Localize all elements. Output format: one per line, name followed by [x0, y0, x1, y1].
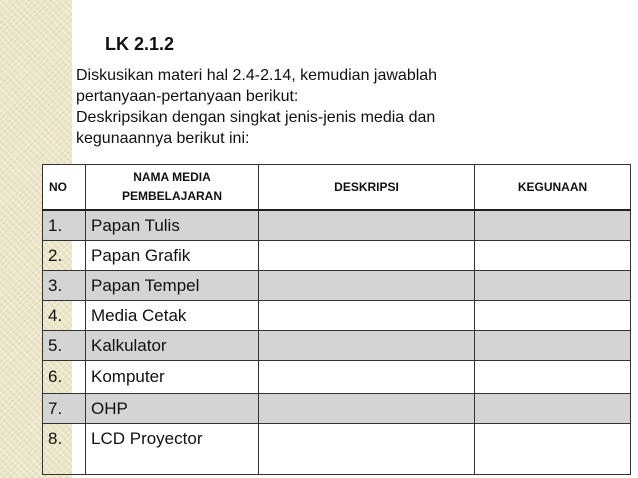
- row-kegunaan[interactable]: [475, 331, 631, 361]
- row-no: 4.: [43, 301, 86, 331]
- row-no: 7.: [43, 394, 86, 424]
- row-no: 5.: [43, 331, 86, 361]
- instruction-line: Diskusikan materi hal 2.4-2.14, kemudian jawablah: [76, 67, 438, 84]
- row-nama: Papan Grafik: [86, 241, 259, 271]
- header-nama-media: [86, 165, 259, 211]
- row-kegunaan[interactable]: [475, 394, 631, 424]
- row-kegunaan[interactable]: [475, 424, 631, 475]
- row-nama: LCD Proyector: [86, 424, 259, 475]
- table-row: [43, 210, 631, 241]
- row-nama: OHP: [86, 394, 259, 424]
- row-deskripsi[interactable]: [259, 271, 475, 301]
- media-table: [42, 164, 631, 475]
- table-row: [43, 241, 631, 271]
- table-header-row: [43, 165, 631, 211]
- slide-title: LK 2.1.2: [105, 34, 175, 54]
- row-kegunaan[interactable]: [475, 301, 631, 331]
- row-deskripsi[interactable]: [259, 424, 475, 475]
- instruction-line: kegunaannya berikut ini:: [76, 130, 250, 147]
- header-nama-line1: NAMA MEDIA: [133, 170, 211, 184]
- row-no: 1.: [43, 210, 86, 241]
- row-deskripsi[interactable]: [259, 301, 475, 331]
- row-deskripsi[interactable]: [259, 394, 475, 424]
- row-nama: Papan Tempel: [86, 271, 259, 301]
- row-deskripsi[interactable]: [259, 331, 475, 361]
- table-row: [43, 331, 631, 361]
- row-kegunaan[interactable]: [475, 241, 631, 271]
- row-kegunaan[interactable]: [475, 210, 631, 241]
- row-no: 2.: [43, 241, 86, 271]
- header-no: NO: [43, 165, 86, 211]
- row-no: 6.: [43, 361, 86, 394]
- table-row: [43, 424, 631, 475]
- row-deskripsi[interactable]: [259, 210, 475, 241]
- instruction-line: Deskripsikan dengan singkat jenis-jenis media dan: [76, 109, 436, 126]
- row-no: 3.: [43, 271, 86, 301]
- row-kegunaan[interactable]: [475, 271, 631, 301]
- row-no: 8.: [43, 424, 86, 475]
- header-nama-line2: PEMBELAJARAN: [121, 189, 222, 203]
- row-nama: Papan Tulis: [86, 210, 259, 241]
- table-row: [43, 271, 631, 301]
- row-deskripsi[interactable]: [259, 241, 475, 271]
- table-row: [43, 394, 631, 424]
- row-nama: Komputer: [86, 361, 259, 394]
- table-row: [43, 361, 631, 394]
- header-kegunaan: KEGUNAAN: [475, 165, 631, 211]
- row-nama: Media Cetak: [86, 301, 259, 331]
- row-nama: Kalkulator: [86, 331, 259, 361]
- instruction-line: pertanyaan-pertanyaan berikut:: [76, 88, 299, 105]
- row-kegunaan[interactable]: [475, 361, 631, 394]
- instructions: [76, 65, 576, 149]
- row-deskripsi[interactable]: [259, 361, 475, 394]
- table-row: [43, 301, 631, 331]
- header-deskripsi: DESKRIPSI: [259, 165, 475, 211]
